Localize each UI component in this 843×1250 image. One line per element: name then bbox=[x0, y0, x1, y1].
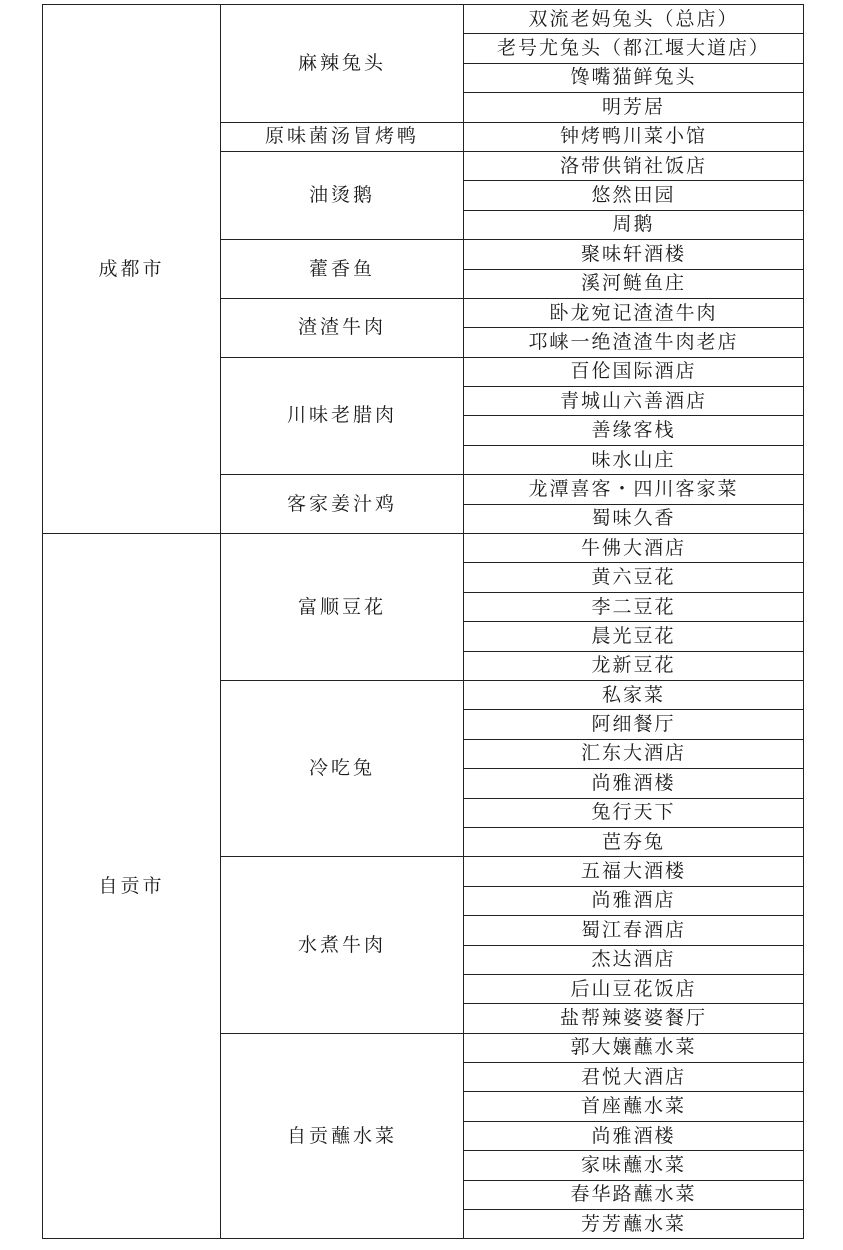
restaurant-cell: 蜀味久香 bbox=[464, 504, 804, 533]
restaurant-cell: 双流老妈兔头（总店） bbox=[464, 5, 804, 34]
restaurant-cell: 邛崃一绝渣渣牛肉老店 bbox=[464, 328, 804, 357]
restaurant-cell: 兔行天下 bbox=[464, 798, 804, 827]
restaurant-cell: 聚味轩酒楼 bbox=[464, 240, 804, 269]
restaurant-cell: 晨光豆花 bbox=[464, 622, 804, 651]
dish-cell: 客家姜汁鸡 bbox=[221, 475, 464, 534]
restaurant-cell: 牛佛大酒店 bbox=[464, 534, 804, 563]
restaurant-cell: 卧龙宛记渣渣牛肉 bbox=[464, 298, 804, 327]
restaurant-table bbox=[42, 4, 804, 1239]
dish-cell: 自贡蘸水菜 bbox=[221, 1033, 464, 1239]
restaurant-cell: 洛带供销社饭店 bbox=[464, 151, 804, 180]
restaurant-cell: 黄六豆花 bbox=[464, 563, 804, 592]
restaurant-cell: 老号尤兔头（都江堰大道店） bbox=[464, 34, 804, 63]
restaurant-cell: 杰达酒店 bbox=[464, 945, 804, 974]
restaurant-cell: 馋嘴猫鲜兔头 bbox=[464, 63, 804, 92]
city-cell: 自贡市 bbox=[43, 534, 221, 1239]
restaurant-cell: 郭大孃蘸水菜 bbox=[464, 1033, 804, 1062]
restaurant-cell: 钟烤鸭川菜小馆 bbox=[464, 122, 804, 151]
table-row bbox=[43, 5, 804, 34]
dish-cell: 渣渣牛肉 bbox=[221, 298, 464, 357]
restaurant-cell: 周鹅 bbox=[464, 210, 804, 239]
restaurant-cell: 春华路蘸水菜 bbox=[464, 1180, 804, 1209]
table-row bbox=[43, 534, 804, 563]
restaurant-cell: 汇东大酒店 bbox=[464, 739, 804, 768]
restaurant-cell: 悠然田园 bbox=[464, 181, 804, 210]
restaurant-cell: 龙新豆花 bbox=[464, 651, 804, 680]
restaurant-cell: 尚雅酒店 bbox=[464, 886, 804, 915]
restaurant-cell: 溪河鲢鱼庄 bbox=[464, 269, 804, 298]
dish-cell: 油烫鹅 bbox=[221, 151, 464, 239]
restaurant-cell: 五福大酒楼 bbox=[464, 857, 804, 886]
restaurant-cell: 尚雅酒楼 bbox=[464, 1121, 804, 1150]
restaurant-cell: 芳芳蘸水菜 bbox=[464, 1210, 804, 1239]
restaurant-cell: 青城山六善酒店 bbox=[464, 387, 804, 416]
restaurant-cell: 君悦大酒店 bbox=[464, 1063, 804, 1092]
city-cell: 成都市 bbox=[43, 5, 221, 534]
dish-cell: 原味菌汤冒烤鸭 bbox=[221, 122, 464, 151]
dish-cell: 麻辣兔头 bbox=[221, 5, 464, 123]
dish-cell: 水煮牛肉 bbox=[221, 857, 464, 1033]
restaurant-cell: 首座蘸水菜 bbox=[464, 1092, 804, 1121]
restaurant-cell: 百伦国际酒店 bbox=[464, 357, 804, 386]
restaurant-cell: 盐帮辣婆婆餐厅 bbox=[464, 1004, 804, 1033]
restaurant-cell: 善缘客栈 bbox=[464, 416, 804, 445]
restaurant-cell: 家味蘸水菜 bbox=[464, 1151, 804, 1180]
dish-cell: 富顺豆花 bbox=[221, 534, 464, 681]
restaurant-cell: 尚雅酒楼 bbox=[464, 769, 804, 798]
restaurant-cell: 明芳居 bbox=[464, 93, 804, 122]
restaurant-cell: 芭夯兔 bbox=[464, 827, 804, 856]
dish-cell: 藿香鱼 bbox=[221, 240, 464, 299]
restaurant-cell: 龙潭喜客・四川客家菜 bbox=[464, 475, 804, 504]
restaurant-table-body bbox=[43, 5, 804, 1239]
restaurant-cell: 阿细餐厅 bbox=[464, 710, 804, 739]
dish-cell: 冷吃兔 bbox=[221, 680, 464, 856]
restaurant-cell: 味水山庄 bbox=[464, 445, 804, 474]
restaurant-cell: 李二豆花 bbox=[464, 592, 804, 621]
restaurant-cell: 后山豆花饭店 bbox=[464, 974, 804, 1003]
restaurant-cell: 蜀江春酒店 bbox=[464, 916, 804, 945]
dish-cell: 川味老腊肉 bbox=[221, 357, 464, 475]
restaurant-cell: 私家菜 bbox=[464, 680, 804, 709]
